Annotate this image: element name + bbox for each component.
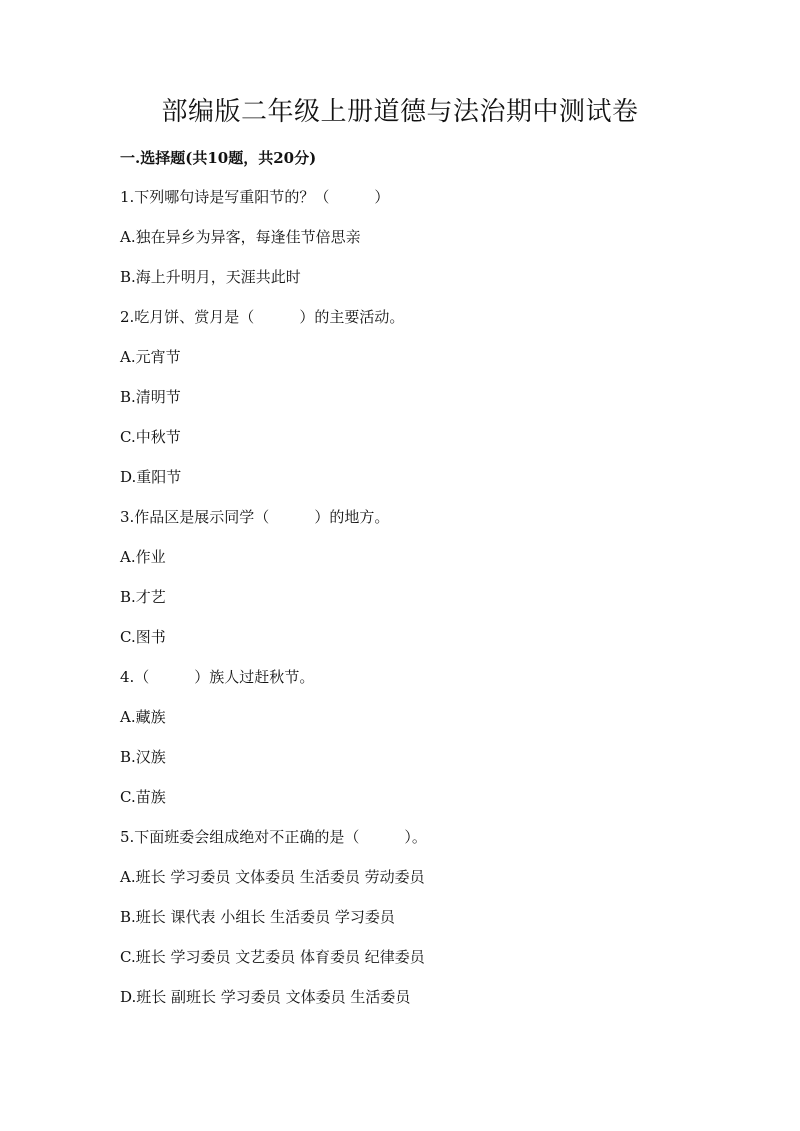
question-1-option-a: A.独在异乡为异客，每逢佳节倍思亲 xyxy=(120,228,361,246)
question-3-option-c: C.图书 xyxy=(120,628,166,646)
question-5-option-c: C.班长 学习委员 文艺委员 体育委员 纪律委员 xyxy=(120,948,425,966)
question-1-option-b: B.海上升明月，天涯共此时 xyxy=(120,268,301,286)
question-2-option-d: D.重阳节 xyxy=(120,468,182,486)
question-4-option-b: B.汉族 xyxy=(120,748,166,766)
question-4-option-a: A.藏族 xyxy=(120,708,166,726)
question-2-option-b: B.清明节 xyxy=(120,388,181,406)
question-3-stem: 3.作品区是展示同学（ ）的地方。 xyxy=(120,508,390,526)
question-3-option-b: B.才艺 xyxy=(120,588,166,606)
question-5-stem: 5.下面班委会组成绝对不正确的是（ ）。 xyxy=(120,828,427,846)
question-2-option-c: C.中秋节 xyxy=(120,428,181,446)
question-2-option-a: A.元宵节 xyxy=(120,348,181,366)
question-4-stem: 4.（ ）族人过赶秋节。 xyxy=(120,668,315,686)
question-5-option-b: B.班长 课代表 小组长 生活委员 学习委员 xyxy=(120,908,395,926)
section-heading: 一.选择题(共10题，共20分) xyxy=(120,149,317,167)
question-2-stem: 2.吃月饼、赏月是（ ）的主要活动。 xyxy=(120,308,405,326)
question-5-option-d: D.班长 副班长 学习委员 文体委员 生活委员 xyxy=(120,988,411,1006)
question-5-option-a: A.班长 学习委员 文体委员 生活委员 劳动委员 xyxy=(120,868,425,886)
question-list xyxy=(120,185,720,1025)
question-3-option-a: A.作业 xyxy=(120,548,166,566)
page-title: 部编版二年级上册道德与法治期中测试卷 xyxy=(161,97,639,127)
question-1-stem: 1.下列哪句诗是写重阳节的？（ ） xyxy=(120,188,390,206)
question-4-option-c: C.苗族 xyxy=(120,788,166,806)
